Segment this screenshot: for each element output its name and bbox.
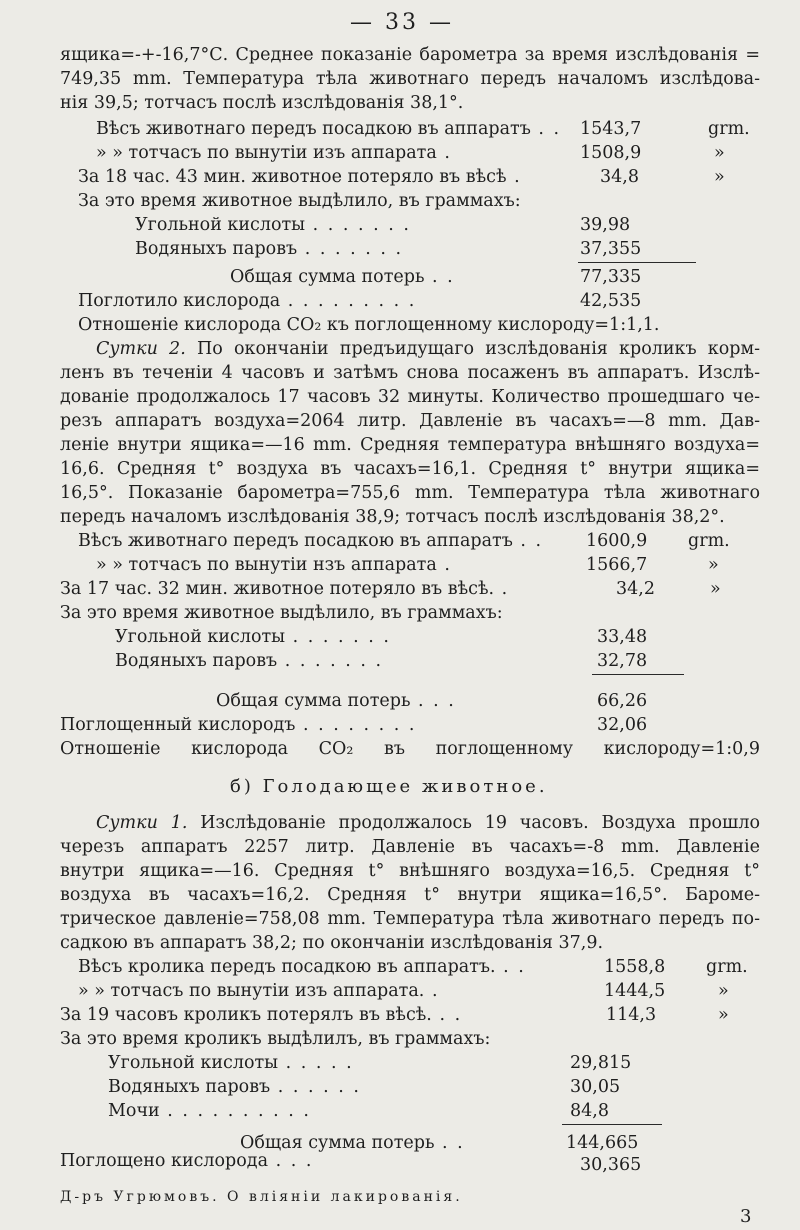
text-line: нія 39,5; тотчасъ послѣ изслѣдованія 38,1°. (60, 93, 464, 113)
data-row: » » тотчасъ по вынутіи нзъ аппарата . 1566,7 » (96, 555, 719, 575)
row-value: 66,26 (597, 691, 648, 711)
row-value: 114,3 (606, 1005, 657, 1025)
page-number: — 33 — (350, 10, 454, 35)
data-row: Угольной кислоты . . . . . . . 39,98 (135, 214, 800, 236)
row-label: Угольной кислоты (115, 627, 286, 647)
row-value: 1600,9 (586, 531, 648, 551)
row-value: 33,48 (597, 627, 648, 647)
data-row: » » тотчасъ по вынутіи изъ аппарата . 1508,9 » (96, 143, 725, 163)
row-label: Водяныхъ паровъ (108, 1077, 271, 1097)
row-unit: » (718, 1005, 729, 1025)
row-label: Водяныхъ паровъ (135, 239, 298, 259)
text-line: Сутки 1. Изслѣдованіе продолжалось 19 часовъ. Воздуха прошло (96, 813, 760, 833)
row-value: 32,78 (597, 651, 648, 671)
row-label: Общая сумма потерь (216, 691, 411, 711)
row-label: Водяныхъ паровъ (115, 651, 278, 671)
row-value: 39,98 (580, 215, 631, 235)
row-label: Общая сумма потерь (240, 1133, 435, 1153)
text-line: 749,35 mm. Температура тѣла животнаго передъ началомъ изслѣдова- (60, 69, 760, 89)
row-value: 34,2 (616, 579, 655, 599)
row-value: 84,8 (570, 1101, 609, 1121)
row-value: 30,05 (570, 1077, 621, 1097)
data-row: Поглотило кислорода . . . . . . . . . 42,535 (78, 290, 778, 312)
data-row: » » тотчасъ по вынутіи изъ аппарата. . 1444,5 » (78, 981, 729, 1001)
row-value: 30,365 (580, 1155, 642, 1175)
text-line: Сутки 2. По окончаніи предъидущаго изслѣдованія кроликъ корм- (96, 339, 760, 359)
row-label: » » тотчасъ по вынутіи изъ аппарата. (78, 981, 425, 1001)
data-row: Угольной кислоты . . . . . 29,815 (108, 1052, 800, 1074)
text-line: За это время животное выдѣлило, въ граммахъ: (78, 191, 521, 211)
row-value: 34,8 (600, 167, 639, 187)
text-line: Отношеніе кислорода CO₂ въ поглощенному кислороду=1:0,9 (60, 739, 760, 759)
row-value: 1508,9 (580, 143, 642, 163)
data-row: Вѣсъ животнаго передъ посадкою въ аппаратъ . . 1600,9 grm. (78, 531, 730, 551)
text-line: За это время кроликъ выдѣлилъ, въ граммахъ: (60, 1029, 491, 1049)
row-unit: » (714, 143, 725, 163)
row-value: 42,535 (580, 291, 642, 311)
data-row: Вѣсъ кролика передъ посадкою въ аппаратъ. . . 1558,8 grm. (78, 957, 748, 977)
row-label: Поглощено кислорода (60, 1151, 269, 1171)
row-value: 77,335 (580, 267, 642, 287)
row-value: 1566,7 (586, 555, 648, 575)
text-line: 16,6. Средняя t° воздуха въ часахъ=16,1. Средняя t° внутри ящика= (60, 459, 760, 479)
text-line: воздуха въ часахъ=16,2. Средняя t° внутри ящика=16,5°. Бароме- (60, 885, 760, 905)
row-label: Общая сумма потерь (230, 267, 425, 287)
text-line: ленъ въ теченіи 4 часовъ и затѣмъ снова посаженъ въ аппаратъ. Изслѣ- (60, 363, 760, 383)
text-line: черезъ аппаратъ 2257 литр. Давленіе въ часахъ=-8 mm. Давленіе (60, 837, 760, 857)
data-row: Поглощенный кислородъ . . . . . . . . 32,06 (60, 714, 760, 736)
text-line: трическое давленіе=758,08 mm. Температура тѣла животнаго передъ по- (60, 909, 760, 929)
row-value: 1444,5 (604, 981, 666, 1001)
sum-rule (592, 674, 684, 675)
sum-rule (578, 262, 696, 263)
row-label: За 19 часовъ кроликъ потерялъ въ вѣсѣ. (60, 1005, 432, 1025)
row-label: » » тотчасъ по вынутіи нзъ аппарата (96, 555, 437, 575)
data-row: Вѣсъ животнаго передъ посадкою въ аппаратъ . . 1543,7 grm. (96, 119, 750, 139)
text-line: передъ началомъ изслѣдованія 38,9; тотчасъ послѣ изслѣдованія 38,2°. (60, 507, 725, 527)
data-row: За 18 час. 43 мин. животное потеряло въ вѣсѣ . 34,8 » (78, 167, 725, 187)
text-line: леніе внутри ящика=—16 mm. Средняя температура внѣшняго воздуха= (60, 435, 760, 455)
data-row: Мочи . . . . . . . . . . 84,8 (108, 1100, 800, 1122)
row-unit: grm. (688, 531, 730, 551)
data-row: Водяныхъ паровъ . . . . . . 30,05 (108, 1076, 800, 1098)
data-row: Угольной кислоты . . . . . . . 33,48 (115, 626, 800, 648)
row-label: Вѣсъ животнаго передъ посадкою въ аппаратъ (78, 531, 513, 551)
row-unit: grm. (706, 957, 748, 977)
text-line: резъ аппаратъ воздуха=2064 литр. Давленіе въ часахъ=—8 mm. Дав- (60, 411, 760, 431)
data-row: За 17 час. 32 мин. животное потеряло въ вѣсѣ. . 34,2 » (60, 578, 760, 600)
row-unit: » (710, 579, 721, 599)
row-label: Поглощенный кислородъ (60, 715, 296, 735)
row-unit: grm. (708, 119, 750, 139)
row-label: Вѣсъ животнаго передъ посадкою въ аппаратъ (96, 119, 531, 139)
text-line: За это время животное выдѣлило, въ граммахъ: (60, 603, 503, 623)
row-value: 1543,7 (580, 119, 642, 139)
text-line: 16,5°. Показаніе барометра=755,6 mm. Температура тѣла животнаго (60, 483, 760, 503)
data-row: Водяныхъ паровъ . . . . . . . 37,355 (135, 238, 800, 260)
text-line: дованіе продолжалось 17 часовъ 32 минуты. Количество прошедшаго че- (60, 387, 760, 407)
row-label: За 18 час. 43 мин. животное потеряло въ вѣсѣ (78, 167, 507, 187)
row-unit: » (708, 555, 719, 575)
row-label: » » тотчасъ по вынутіи изъ аппарата (96, 143, 437, 163)
section-heading: Сутки 1. (96, 813, 188, 833)
row-label: Вѣсъ кролика передъ посадкою въ аппаратъ. (78, 957, 496, 977)
row-value: 144,665 (566, 1133, 639, 1153)
row-label: Поглотило кислорода (78, 291, 281, 311)
data-row: Общая сумма потерь . . 77,335 (230, 266, 750, 288)
footer-running-head: Д-ръ Угрюмовъ. О вліяніи лакированія. (60, 1189, 463, 1205)
text-line: внутри ящика=—16. Средняя t° внѣшняго воздуха=16,5. Средняя t° (60, 861, 760, 881)
row-label: Угольной кислоты (108, 1053, 279, 1073)
signature-mark: 3 (740, 1206, 752, 1227)
text-line: Отношеніе кислорода CO₂ къ поглощенному кислороду=1:1,1. (78, 315, 660, 335)
row-unit: » (714, 167, 725, 187)
row-value: 1558,8 (604, 957, 666, 977)
sum-rule (562, 1124, 662, 1125)
row-value: 29,815 (570, 1053, 632, 1073)
data-row: Водяныхъ паровъ . . . . . . . 32,78 (115, 650, 800, 672)
section-heading: Сутки 2. (96, 339, 186, 359)
row-unit: » (718, 981, 729, 1001)
row-value: 37,355 (580, 239, 642, 259)
text-line: ящика=-+-16,7°С. Среднее показаніе барометра за время изслѣдованія = (60, 45, 760, 65)
data-row: Общая сумма потерь . . (240, 1133, 465, 1153)
section-title: б) Голодающее животное. (230, 776, 548, 797)
data-row: Общая сумма потерь . . . 66,26 (216, 690, 716, 712)
data-row: Поглощено кислорода . . . 144,665 30,365 (60, 1150, 760, 1172)
row-label: Угольной кислоты (135, 215, 306, 235)
row-label: За 17 час. 32 мин. животное потеряло въ вѣсѣ. (60, 579, 495, 599)
row-value: 32,06 (597, 715, 648, 735)
data-row: За 19 часовъ кроликъ потерялъ въ вѣсѣ. . . 114,3 » (60, 1005, 729, 1025)
row-label: Мочи (108, 1101, 160, 1121)
text-line: садкою въ аппаратъ 38,2; по окончаніи изслѣдованія 37,9. (60, 933, 604, 953)
